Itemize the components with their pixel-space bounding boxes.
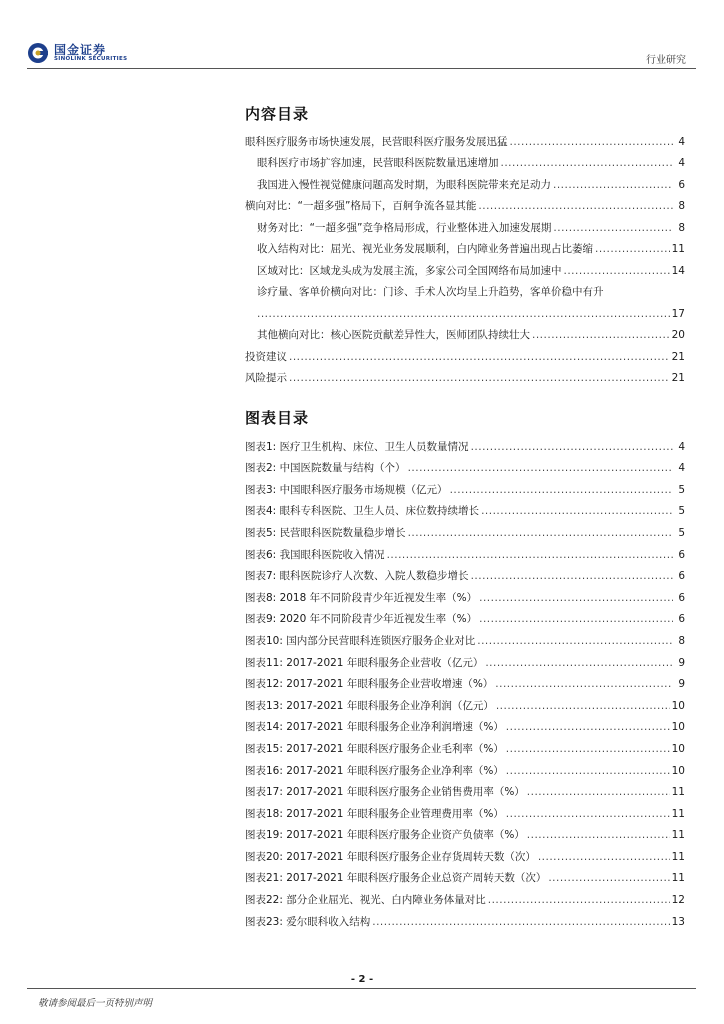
charts-list xyxy=(245,432,685,929)
toc-item[interactable]: 区域对比：区域龙头成为发展主流，多家公司全国网络布局加速中 ..... 14 xyxy=(245,256,685,278)
chart-toc-item[interactable]: 图表12: 2017-2021 年眼科服务企业营收增速（%） ..... 9 xyxy=(245,670,685,692)
logo-english-name: SINOLINK SECURITIES xyxy=(54,56,128,62)
toc-item-wrapped-line2[interactable]: ..... 17 xyxy=(245,299,685,321)
toc-item[interactable]: 风险提示 ..... 21 xyxy=(245,364,685,386)
page-header xyxy=(0,0,724,68)
chart-toc-item[interactable]: 图表11: 2017-2021 年眼科服务企业营收（亿元） ..... 9 xyxy=(245,648,685,670)
toc-item[interactable]: 财务对比：“一超多强”竞争格局形成，行业整体进入加速发展期 ..... 8 xyxy=(245,213,685,235)
toc-item[interactable]: 横向对比：“一超多强”格局下，百舸争流各显其能 ..... 8 xyxy=(245,192,685,214)
toc-item[interactable]: 收入结构对比：屈光、视光业务发展顺利，白内障业务普遍出现占比萎缩 ..... 11 xyxy=(245,235,685,257)
chart-toc-item[interactable]: 图表4: 眼科专科医院、卫生人员、床位数持续增长 ..... 5 xyxy=(245,497,685,519)
chart-toc-item[interactable]: 图表3: 中国眼科医疗服务市场规模（亿元） ..... 5 xyxy=(245,475,685,497)
chart-toc-item[interactable]: 图表13: 2017-2021 年眼科服务企业净利润（亿元） ..... 10 xyxy=(245,691,685,713)
chart-toc-item[interactable]: 图表15: 2017-2021 年眼科医疗服务企业毛利率（%） ..... 10 xyxy=(245,734,685,756)
chart-toc-item[interactable]: 图表18: 2017-2021 年眼科服务企业管理费用率（%） ..... 11 xyxy=(245,799,685,821)
logo-chinese-name: 国金证券 xyxy=(54,43,107,57)
chart-toc-item[interactable]: 图表19: 2017-2021 年眼科医疗服务企业资产负债率（%） ..... 11 xyxy=(245,821,685,843)
toc-item[interactable]: 眼科医疗市场扩容加速，民营眼科医院数量迅速增加 ..... 4 xyxy=(245,149,685,171)
toc-item[interactable]: 投资建议 ..... 21 xyxy=(245,342,685,364)
toc-item-wrapped-line1[interactable]: 诊疗量、客单价横向对比：门诊、手术人次均呈上升趋势，客单价稳中有升 xyxy=(257,286,604,298)
footer-divider xyxy=(27,988,696,989)
chart-toc-item[interactable]: 图表22: 部分企业屈光、视光、白内障业务体量对比 ..... 12 xyxy=(245,885,685,907)
chart-toc-item[interactable]: 图表8: 2018 年不同阶段青少年近视发生率（%） ..... 6 xyxy=(245,583,685,605)
chart-toc-item[interactable]: 图表5: 民营眼科医院数量稳步增长 ..... 5 xyxy=(245,518,685,540)
chart-toc-item[interactable]: 图表14: 2017-2021 年眼科服务企业净利润增速（%） ..... 10 xyxy=(245,713,685,735)
contents-list xyxy=(245,127,685,385)
page-number: - 2 - xyxy=(350,974,374,985)
chart-toc-item[interactable]: 图表21: 2017-2021 年眼科医疗服务企业总资产周转天数（次） ..... 11 xyxy=(245,864,685,886)
chart-toc-item[interactable]: 图表16: 2017-2021 年眼科医疗服务企业净利率（%） ..... 10 xyxy=(245,756,685,778)
chart-toc-item[interactable]: 图表2: 中国医院数量与结构（个） ..... 4 xyxy=(245,454,685,476)
header-divider xyxy=(27,68,696,69)
contents-title: 内容目录 xyxy=(245,105,310,123)
chart-toc-item[interactable]: 图表10: 国内部分民营眼科连锁医疗服务企业对比 ..... 8 xyxy=(245,626,685,648)
footer-disclaimer: 敬请参阅最后一页特别声明 xyxy=(38,998,153,1009)
toc-item[interactable]: 我国进入慢性视觉健康问题高发时期，为眼科医院带来充足动力 ..... 6 xyxy=(245,170,685,192)
chart-toc-item[interactable]: 图表20: 2017-2021 年眼科医疗服务企业存货周转天数（次） ..... 11 xyxy=(245,842,685,864)
chart-toc-item[interactable]: 图表6: 我国眼科医院收入情况 ..... 6 xyxy=(245,540,685,562)
chart-toc-item[interactable]: 图表23: 爱尔眼科收入结构 ..... 13 xyxy=(245,907,685,929)
toc-item[interactable]: 眼科医疗服务市场快速发展，民营眼科医疗服务发展迅猛 ..... 4 xyxy=(245,127,685,149)
report-category: 行业研究 xyxy=(646,55,686,66)
chart-toc-item[interactable]: 图表7: 眼科医院诊疗人次数、入院人数稳步增长 ..... 6 xyxy=(245,562,685,584)
toc-item[interactable]: 其他横向对比：核心医院贡献差异性大，医师团队持续壮大 ..... 20 xyxy=(245,321,685,343)
chart-toc-item[interactable]: 图表17: 2017-2021 年眼科医疗服务企业销售费用率（%） ..... 11 xyxy=(245,778,685,800)
chart-toc-item[interactable]: 图表1: 医疗卫生机构、床位、卫生人员数量情况 ..... 4 xyxy=(245,432,685,454)
logo-mark-icon xyxy=(27,42,49,64)
chart-toc-item[interactable]: 图表9: 2020 年不同阶段青少年近视发生率（%） ..... 6 xyxy=(245,605,685,627)
company-logo xyxy=(27,40,137,70)
charts-title: 图表目录 xyxy=(245,409,310,427)
